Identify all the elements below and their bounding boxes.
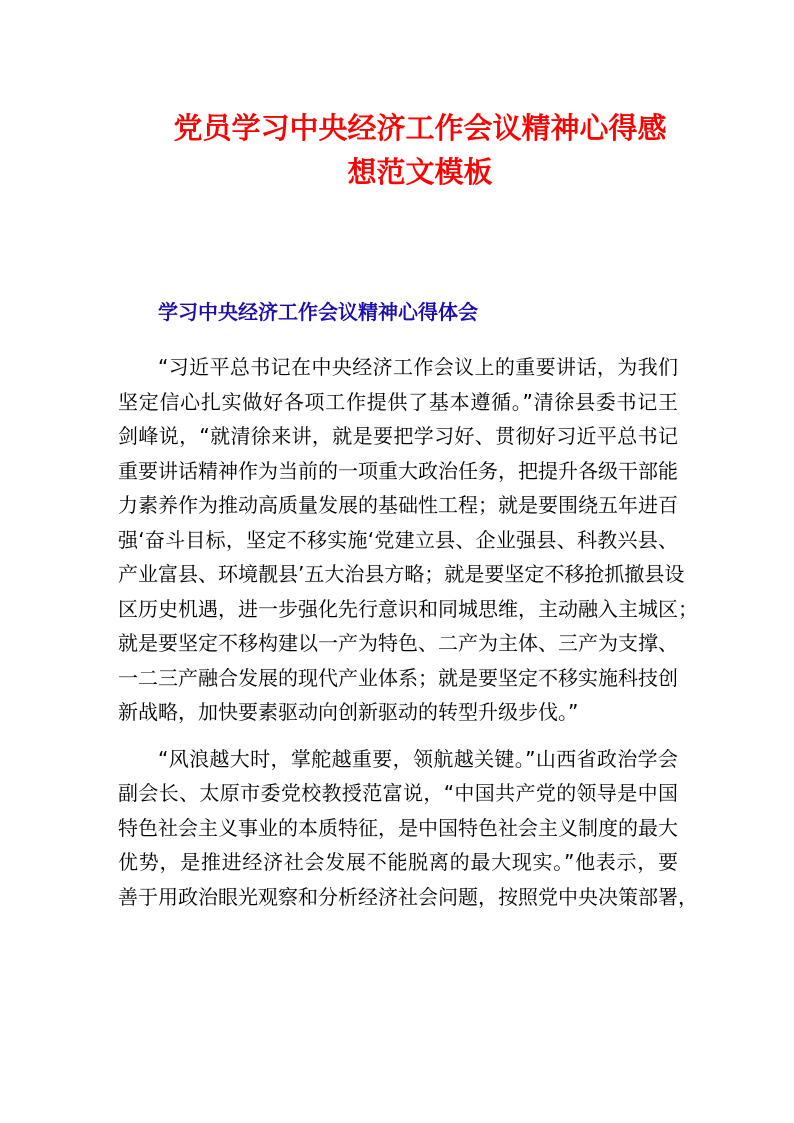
paragraph-line: 特色社会主义事业的本质特征，是中国特色社会主义制度的最大 <box>118 815 678 840</box>
paragraph-line: 区历史机遇，进一步强化先行意识和同城思维，主动融入主城区； <box>118 596 698 621</box>
paragraph-line: 优势，是推进经济社会发展不能脱离的最大现实。”他表示，要 <box>118 850 678 874</box>
paragraph-line: 剑峰说，“就清徐来讲，就是要把学习好、贯彻好习近平总书记 <box>118 424 678 448</box>
paragraph-line: 强‘奋斗目标，坚定不移实施‘党建立县、企业强县、科教兴县、 <box>118 527 678 552</box>
section-heading: 学习中央经济工作会议精神心得体会 <box>158 300 478 324</box>
paragraph-line: 重要讲话精神作为当前的一项重大政治任务，把提升各级干部能 <box>118 458 678 483</box>
document-title-line-2: 想范文模板 <box>347 155 493 189</box>
paragraph-line: 善于用政治眼光观察和分析经济社会问题，按照党中央决策部署， <box>118 884 698 909</box>
paragraph-line: “风浪越大时，掌舵越重要，领航越关键。”山西省政治学会 <box>158 746 678 771</box>
paragraph-1 <box>118 350 698 730</box>
paragraph-line: 就是要坚定不移构建以一产为特色、二产为主体、三产为支撑、 <box>118 631 678 655</box>
document-title <box>120 106 720 194</box>
document-body <box>118 350 698 926</box>
paragraph-line: “习近平总书记在中央经济工作会议上的重要讲话，为我们 <box>158 355 678 379</box>
paragraph-line: 副会长、太原市委党校教授范富说，“中国共产党的领导是中国 <box>118 781 678 805</box>
paragraph-line: 产业富县、环境靓县’五大治县方略；就是要坚定不移抢抓撤县设 <box>118 562 685 586</box>
paragraph-2 <box>118 742 698 915</box>
paragraph-line: 坚定信心扎实做好各项工作提供了基本遵循。”清徐县委书记王 <box>118 389 678 414</box>
paragraph-line: 力素养作为推动高质量发展的基础性工程；就是要围绕五年进百 <box>118 493 678 517</box>
document-title-line-1: 党员学习中央经济工作会议精神心得感 <box>173 111 667 145</box>
paragraph-line: 新战略，加快要素驱动向创新驱动的转型升级步伐。” <box>118 700 579 724</box>
paragraph-line: 一二三产融合发展的现代产业体系；就是要坚定不移实施科技创 <box>118 665 678 690</box>
